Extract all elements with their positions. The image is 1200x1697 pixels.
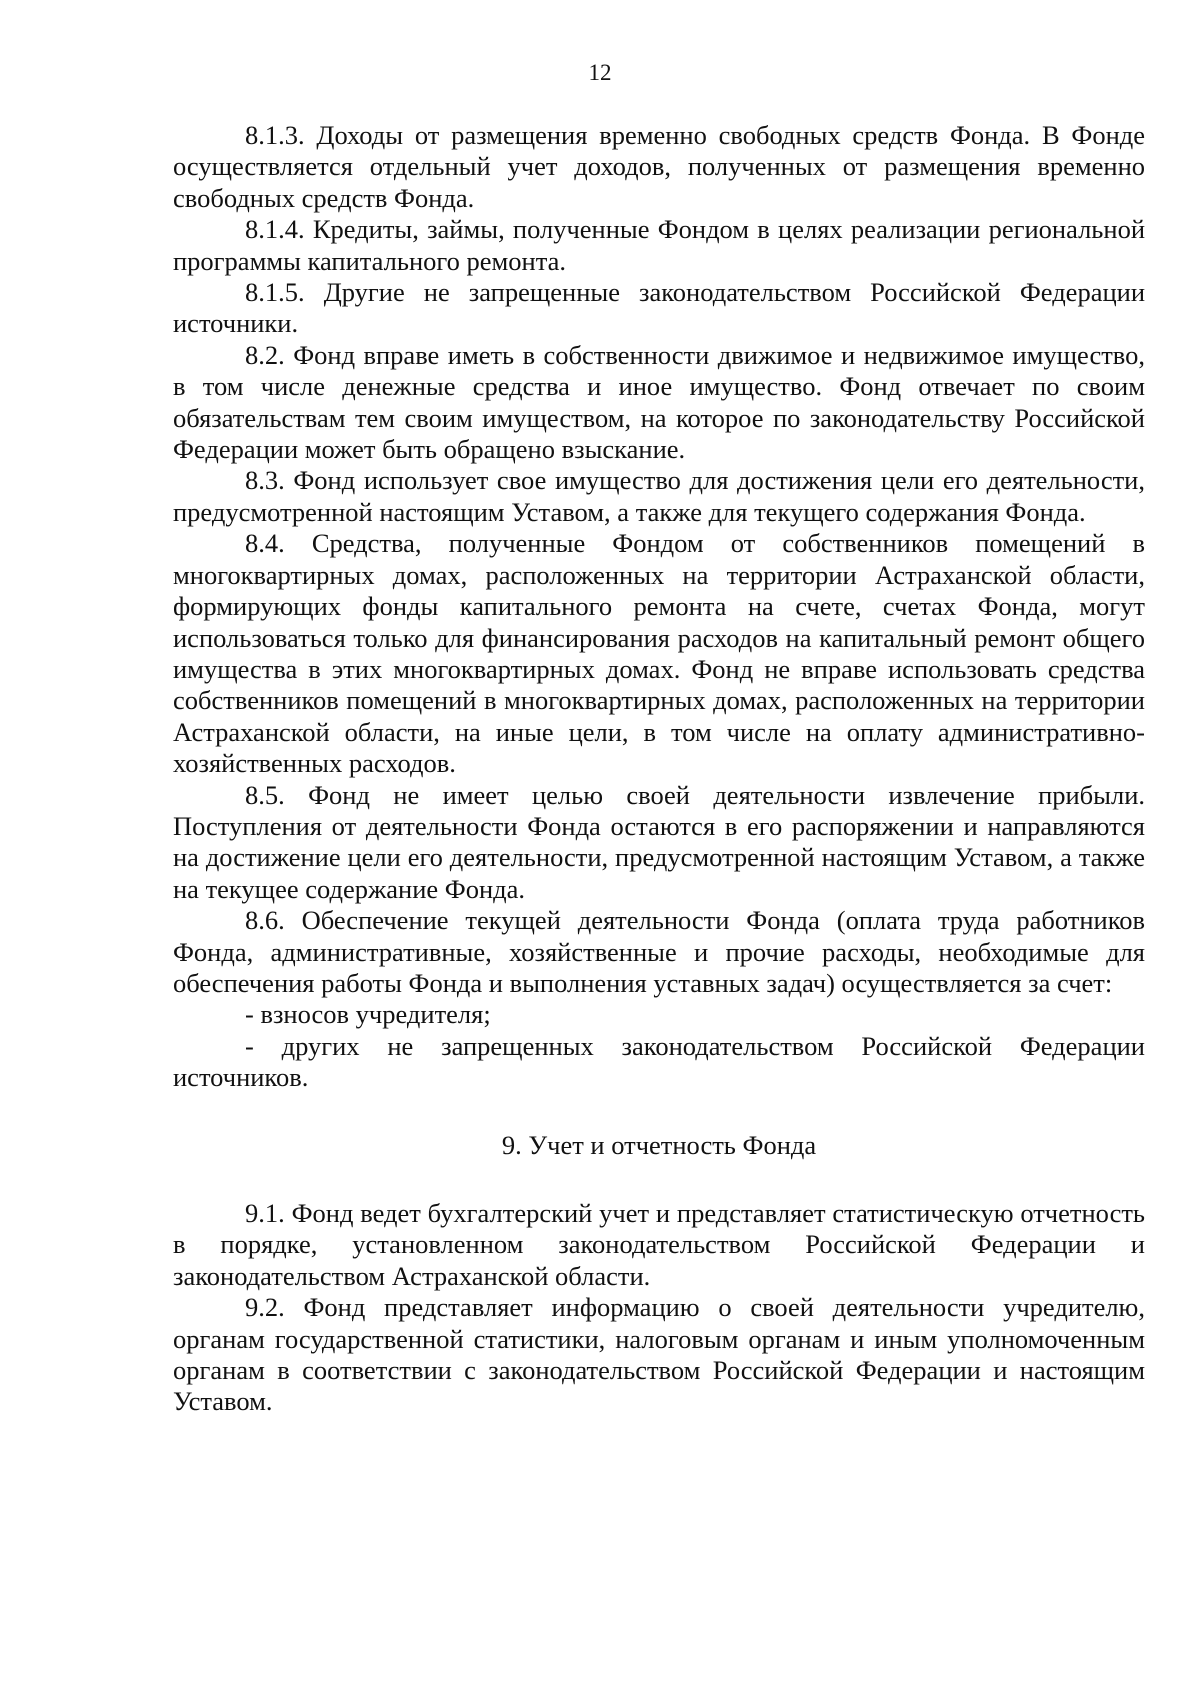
paragraph-8-2: 8.2. Фонд вправе иметь в собственности движимое и недвижимое имущество, в том числе денежные средства и иное имущество. Фонд отвечает по своим обязательствам тем своим имуществом, на которое по законодательству Российской Федерации может быть обращено взыскание. [173,339,1145,465]
list-item-founder-contributions: - взносов учредителя; [245,999,491,1030]
section-heading-9: 9. Учет и отчетность Фонда [501,1129,817,1160]
paragraph-8-1-3: 8.1.3. Доходы от размещения временно свободных средств Фонда. В Фонде осуществляется отдельный учет доходов, полученных от размещения временно свободных средств Фонда. [173,120,1145,213]
paragraph-8-1-4: 8.1.4. Кредиты, займы, полученные Фондом в целях реализации региональной программы капитального ремонта. [173,214,1145,276]
paragraph-8-1-5: 8.1.5. Другие не запрещенные законодательством Российской Федерации источники. [173,277,1145,339]
list-item-other-sources: - других не запрещенных законодательством Российской Федерации источников. [173,1030,1145,1093]
page-number: 12 [588,60,612,85]
paragraph-8-5: 8.5. Фонд не имеет целью своей деятельности извлечение прибыли. Поступления от деятельности Фонда остаются в его распоряжении и направляются на достижение цели его деятельности, предусмотренной настоящим Уставом, а также на текущее содержание Фонда. [173,779,1145,904]
paragraph-8-4: 8.4. Средства, полученные Фондом от собственников помещений в многоквартирных домах, расположенных на территории Астраханской области, формирующих фонды капитального ремонта на счете, счетах Фонда, могут использоваться только для финансирования расходов на капитальный ремонт общего имущества в этих многоквартирных домах. Фонд не вправе использовать средства собственников помещений в многоквартирных домах, расположенных на территории Астраханской области, на иные цели, в том числе на оплату административно-хозяйственных расходов. [173,528,1145,779]
page-body [173,120,1145,1418]
paragraph-9-1: 9.1. Фонд ведет бухгалтерский учет и представляет статистическую отчетность в порядке, установленном законодательством Российской Федерации и законодательством Астраханской области. [173,1198,1145,1291]
paragraph-8-6: 8.6. Обеспечение текущей деятельности Фонда (оплата труда работников Фонда, административные, хозяйственные и прочие расходы, необходимые для обеспечения работы Фонда и выполнения уставных задач) осуществляется за счет: [173,905,1145,998]
paragraph-8-3: 8.3. Фонд использует свое имущество для достижения цели его деятельности, предусмотренной настоящим Уставом, а также для текущего содержания Фонда. [173,465,1145,527]
paragraph-9-2: 9.2. Фонд представляет информацию о своей деятельности учредителю, органам государственной статистики, налоговым органам и иным уполномоченным органам в соответствии с законодательством Российской Федерации и настоящим Уставом. [173,1292,1145,1417]
